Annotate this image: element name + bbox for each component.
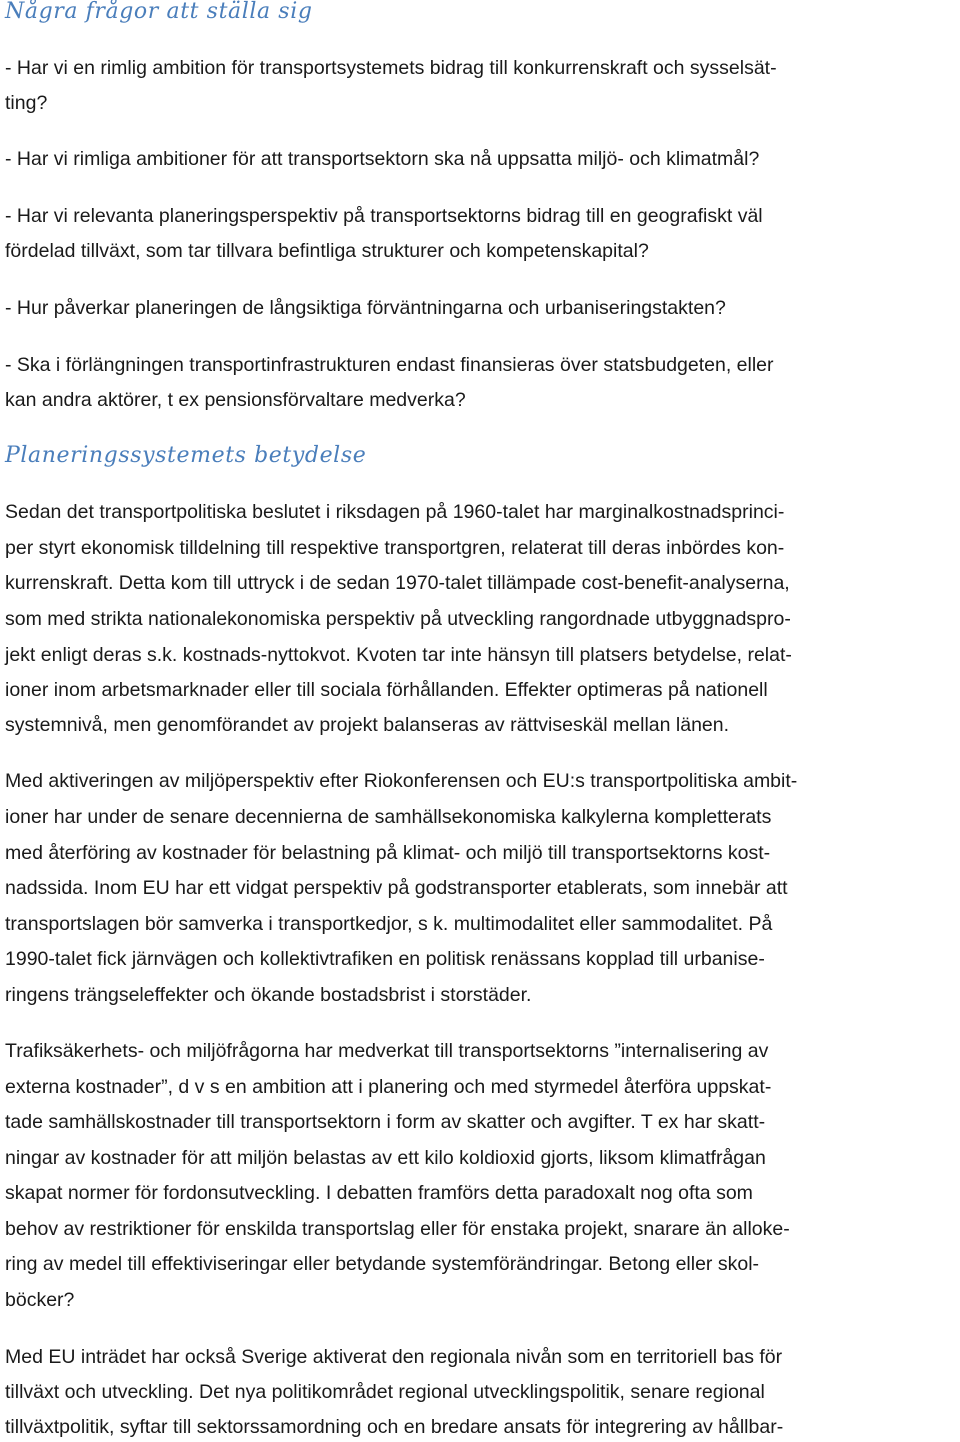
text-line: med återföring av kostnader för belastning på klimat- och miljö till transportsektorns kost- (5, 842, 771, 864)
text-line: per styrt ekonomisk tilldelning till respektive transportgren, relaterat till deras inbördes kon- (5, 537, 785, 559)
text-line: kan andra aktörer, t ex pensionsförvaltare medverka? (5, 389, 466, 411)
text-line: ningar av kostnader för att miljön belastas av ett kilo koldioxid gjorts, liksom klimatfrågan (5, 1147, 766, 1169)
text-line: skapat normer för fordonsutveckling. I debatten framförs detta paradoxalt nog ofta som (5, 1182, 753, 1204)
section-heading-questions: Några frågor att ställa sig (5, 0, 313, 24)
text-line: jekt enligt deras s.k. kostnads-nyttokvot. Kvoten tar inte hänsyn till platsers betydelse, relat- (5, 644, 792, 666)
text-line: nadssida. Inom EU har ett vidgat perspektiv på godstransporter etablerats, som innebär att (5, 877, 788, 899)
text-line: ioner har under de senare decennierna de samhällsekonomiska kalkylerna kompletterats (5, 806, 772, 828)
text-line: som med strikta nationalekonomiska perspektiv på utveckling rangordnade utbyggnadspro- (5, 608, 791, 630)
text-line: Med EU inträdet har också Sverige aktiverat den regionala nivån som en territoriell bas för (5, 1346, 783, 1368)
text-line: Trafiksäkerhets- och miljöfrågorna har medverkat till transportsektorns ”internalisering av (5, 1040, 769, 1062)
text-line: tade samhällskostnader till transportsektorn i form av skatter och avgifter. T ex har skatt- (5, 1111, 766, 1133)
text-line: externa kostnader”, d v s en ambition att i planering och med styrmedel återföra uppskat- (5, 1076, 772, 1098)
text-line: böcker? (5, 1289, 75, 1311)
text-line: transportslagen bör samverka i transportkedjor, s k. multimodalitet eller sammodalitet. På (5, 913, 773, 935)
text-line: tillväxt och utveckling. Det nya politikområdet regional utvecklingspolitik, senare regional (5, 1381, 765, 1403)
text-line: kurrenskraft. Detta kom till uttryck i de sedan 1970-talet tillämpade cost-benefit-analyserna, (5, 572, 790, 594)
text-line: - Har vi relevanta planeringsperspektiv på transportsektorns bidrag till en geografiskt väl (5, 205, 763, 227)
text-line: ting? (5, 92, 48, 114)
text-line: ioner inom arbetsmarknader eller till sociala förhållanden. Effekter optimeras på nationell (5, 679, 768, 701)
text-line: - Ska i förlängningen transportinfrastrukturen endast finansieras över statsbudgeten, eller (5, 354, 774, 376)
text-line: tillväxtpolitik, syftar till sektorssamordning och en bredare ansats för integrering av hållbar- (5, 1416, 784, 1438)
text-line: behov av restriktioner för enskilda transportslag eller för enstaka projekt, snarare än alloke- (5, 1218, 790, 1240)
text-line: - Har vi en rimlig ambition för transportsystemets bidrag till konkurrenskraft och sysselsät- (5, 57, 777, 79)
text-line: 1990-talet fick järnvägen och kollektivtrafiken en politisk renässans kopplad till urbanise- (5, 948, 765, 970)
text-line: ring av medel till effektiviseringar eller betydande systemförändringar. Betong eller skol- (5, 1253, 760, 1275)
text-line: - Hur påverkar planeringen de långsiktiga förväntningarna och urbaniseringstakten? (5, 297, 726, 319)
text-line: ringens trängseleffekter och ökande bostadsbrist i storstäder. (5, 984, 532, 1006)
text-line: fördelad tillväxt, som tar tillvara befintliga strukturer och kompetenskapital? (5, 240, 649, 262)
text-line: Med aktiveringen av miljöperspektiv efter Riokonferensen och EU:s transportpolitiska ambit- (5, 770, 798, 792)
section-heading-planning-system: Planeringssystemets betydelse (5, 443, 367, 468)
text-line: - Har vi rimliga ambitioner för att transportsektorn ska nå uppsatta miljö- och klimatmål? (5, 148, 760, 170)
text-line: systemnivå, men genomförandet av projekt balanseras av rättviseskäl mellan länen. (5, 714, 730, 736)
text-line: Sedan det transportpolitiska beslutet i riksdagen på 1960-talet har marginalkostnadsprinci- (5, 501, 785, 523)
